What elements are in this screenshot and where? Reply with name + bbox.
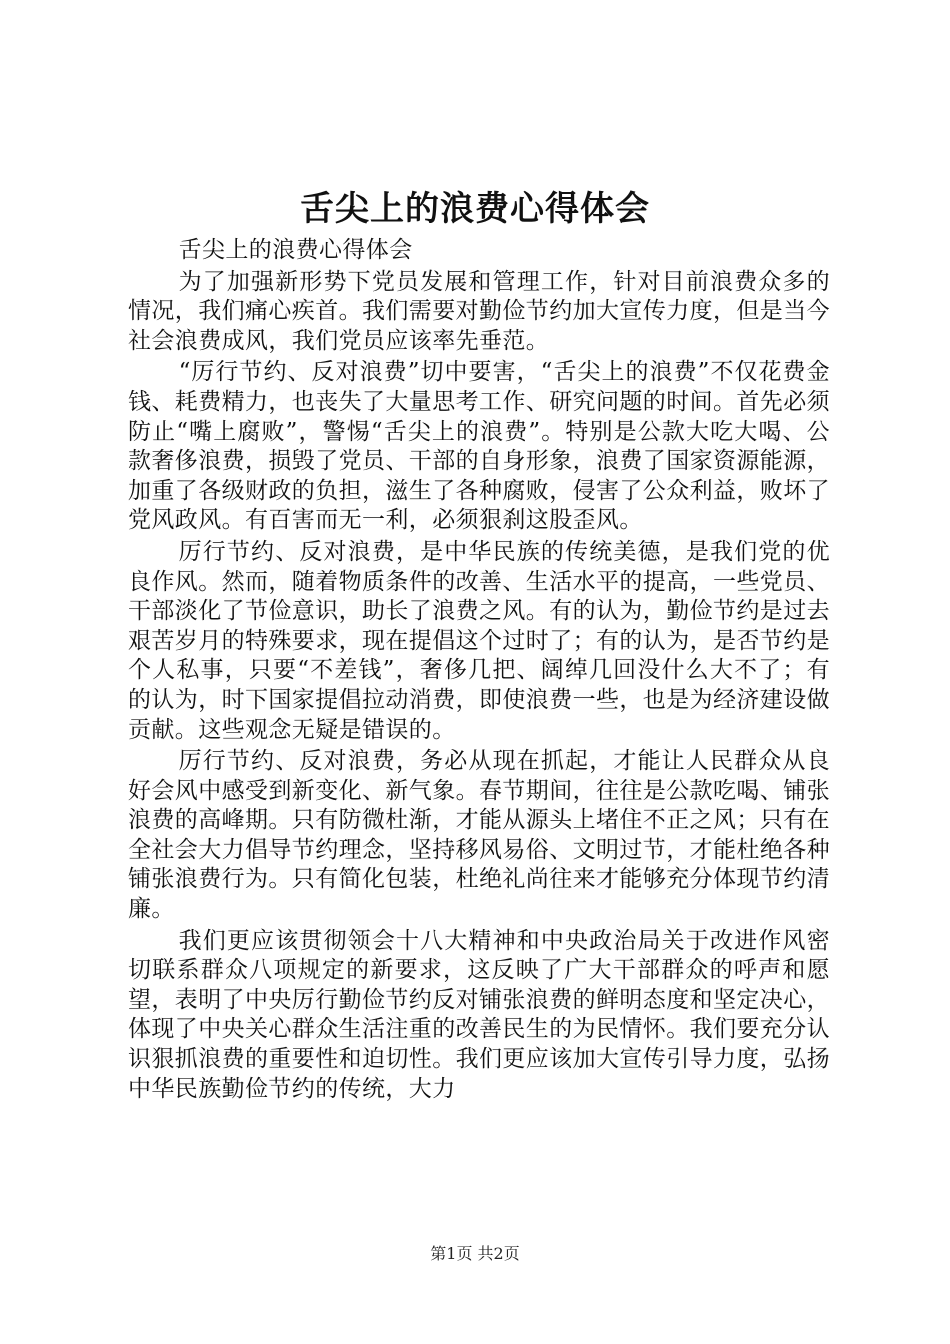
paragraph: 厉行节约、反对浪费，是中华民族的传统美德，是我们党的优良作风。然而，随着物质条件的改善、生活水平的提高，一些党员、干部淡化了节俭意识，助长了浪费之风。有的认为，勤俭节约是过去艰苦岁月的特殊要求，现在提倡这个过时了；有的认为，是否节约是个人私事，只要“不差钱”，奢侈几把、阔绰几回没什么大不了；有的认为，时下国家提倡拉动消费，即使浪费一些，也是为经济建设做贡献。这些观念无疑是错误的。 bbox=[128, 538, 830, 743]
document-title: 舌尖上的浪费心得体会 bbox=[300, 189, 650, 229]
paragraph: “厉行节约、反对浪费”切中要害，“舌尖上的浪费”不仅花费金钱、耗费精力，也丧失了大量思考工作、研究问题的时间。首先必须防止“嘴上腐败”，警惕“舌尖上的浪费”。特别是公款大吃大喝、公款奢侈浪费，损毁了党员、干部的自身形象，浪费了国家资源能源，加重了各级财政的负担，滋生了各种腐败，侵害了公众利益，败坏了党风政风。有百害而无一利，必须狠刹这股歪风。 bbox=[128, 359, 830, 534]
paragraph: 我们更应该贯彻领会十八大精神和中央政治局关于改进作风密切联系群众八项规定的新要求，这反映了广大干部群众的呼声和愿望，表明了中央厉行勤俭节约反对铺张浪费的鲜明态度和坚定决心，体现了中央关心群众生活注重的改善民生的为民情怀。我们要充分认识狠抓浪费的重要性和迫切性。我们更应该加大宣传引导力度，弘扬中华民族勤俭节约的传统，大力 bbox=[128, 927, 830, 1102]
page-number-footer: 第1页 共2页 bbox=[430, 1244, 520, 1263]
paragraph: 厉行节约、反对浪费，务必从现在抓起，才能让人民群众从良好会风中感受到新变化、新气象。春节期间，往往是公款吃喝、铺张浪费的高峰期。只有防微杜渐，才能从源头上堵住不正之风；只有在全社会大力倡导节约理念，坚持移风易俗、文明过节，才能杜绝各种铺张浪费行为。只有简化包装，杜绝礼尚往来才能够充分体现节约清廉。 bbox=[128, 748, 830, 923]
document-body bbox=[128, 236, 830, 1106]
paragraph-subtitle: 舌尖上的浪费心得体会 bbox=[178, 237, 413, 263]
paragraph: 为了加强新形势下党员发展和管理工作，针对目前浪费众多的情况，我们痛心疾首。我们需要对勤俭节约加大宣传力度，但是当今社会浪费成风，我们党员应该率先垂范。 bbox=[128, 268, 830, 354]
